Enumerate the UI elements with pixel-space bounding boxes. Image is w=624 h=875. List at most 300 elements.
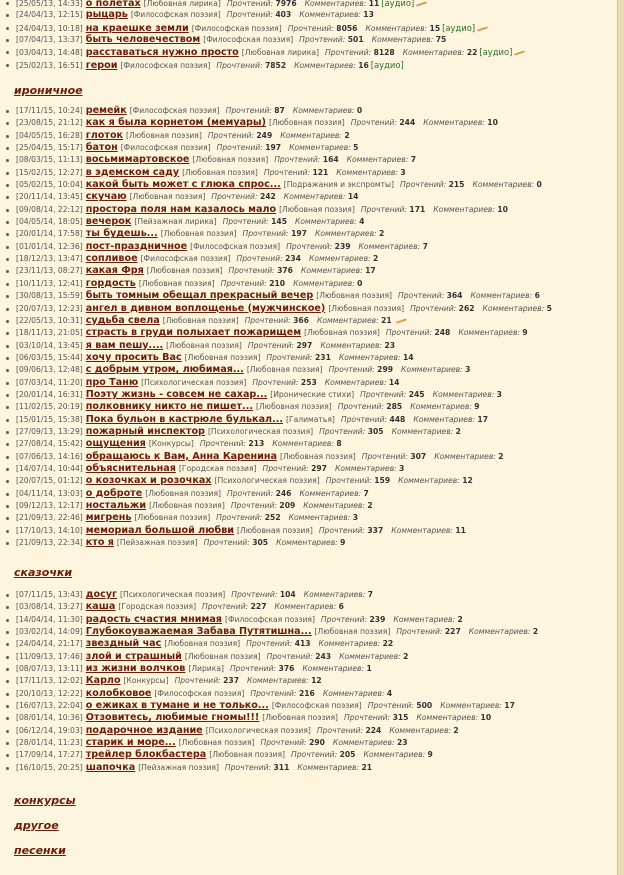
poem-category: [Любовная поэзия] bbox=[237, 525, 313, 535]
poem-item bbox=[16, 737, 540, 749]
quill-icon bbox=[477, 26, 488, 31]
poem-date: [04/11/14, 13:03] bbox=[16, 488, 83, 498]
comments-count: 1 bbox=[366, 664, 372, 674]
comments-count: 10 bbox=[480, 713, 492, 723]
audio-link[interactable]: [аудио] bbox=[381, 0, 415, 8]
reads-label: Прочтений: bbox=[216, 60, 263, 70]
poem-item bbox=[16, 675, 540, 687]
poem-category: [Любовная поэзия] bbox=[279, 204, 355, 214]
comments-count: 9 bbox=[522, 328, 528, 338]
reads-count: 337 bbox=[367, 525, 384, 535]
comments-label: Комментариев: bbox=[322, 688, 385, 698]
reads-count: 253 bbox=[300, 377, 317, 387]
reads-label: Прочтений: bbox=[398, 291, 445, 301]
poem-title-link[interactable]: быть человечеством bbox=[85, 34, 201, 46]
poem-item bbox=[16, 389, 554, 401]
comments-label: Комментариев: bbox=[389, 725, 451, 735]
section-contests-link[interactable]: конкурсы bbox=[14, 794, 76, 807]
comments-count: 9 bbox=[340, 538, 346, 548]
poem-title-link[interactable]: вечерок bbox=[85, 216, 132, 228]
poem-category: [Любовная поэзия] bbox=[129, 192, 206, 202]
poem-title-link[interactable]: ты будешь... bbox=[85, 228, 158, 240]
comments-label: Комментариев: bbox=[402, 48, 465, 58]
poem-title-link[interactable]: злой и страшный bbox=[85, 650, 182, 662]
poem-category: [Любовная поэзия] bbox=[164, 639, 241, 649]
poem-title-link[interactable]: ностальжи bbox=[85, 500, 147, 511]
poem-title-link[interactable]: кто я bbox=[85, 537, 114, 549]
comments-count: 6 bbox=[338, 602, 344, 612]
poem-category: [Галиматья] bbox=[286, 414, 335, 424]
poem-title-link[interactable]: подарочное издание bbox=[85, 724, 203, 736]
poem-title-link[interactable]: я вам пешу.... bbox=[85, 339, 164, 351]
poem-title-link[interactable]: с добрым утром, любимая... bbox=[85, 364, 244, 376]
poem-date: [01/01/14, 12:36] bbox=[16, 241, 83, 251]
poem-item bbox=[16, 451, 554, 463]
reads-label: Прочтений: bbox=[211, 192, 258, 202]
quill-icon bbox=[514, 51, 525, 56]
poem-title-link[interactable]: какой быть может с глюка спрос... bbox=[85, 179, 281, 191]
poem-item bbox=[16, 426, 554, 438]
poem-item bbox=[16, 154, 554, 166]
poem-title-link[interactable]: о козочках и розочках bbox=[85, 475, 212, 487]
comments-count: 22 bbox=[466, 48, 478, 58]
comments-count: 2 bbox=[373, 254, 379, 264]
poem-title-link[interactable]: каша bbox=[85, 601, 116, 613]
poem-title-link[interactable]: шапочка bbox=[85, 761, 136, 773]
reads-label: Прочтений: bbox=[262, 463, 309, 473]
poem-item bbox=[16, 488, 554, 500]
poem-title-link[interactable]: батон bbox=[85, 142, 118, 154]
reads-label: Прочтений: bbox=[227, 488, 274, 498]
poem-list-top bbox=[0, 0, 525, 71]
poem-category: [Любовная поэзия] bbox=[160, 229, 237, 239]
poem-date: [03/02/14, 14:09] bbox=[16, 627, 83, 637]
comments-count: 3 bbox=[352, 513, 358, 523]
poem-category: [Любовная поэзия] bbox=[279, 451, 356, 461]
poem-date: [14/07/14, 10:44] bbox=[16, 463, 83, 473]
poem-date: [09/12/13, 12:17] bbox=[16, 501, 83, 510]
poem-list-fairy bbox=[0, 589, 540, 774]
comments-label: Комментариев: bbox=[410, 402, 472, 412]
comments-count: 12 bbox=[311, 676, 322, 686]
poem-item bbox=[16, 749, 540, 761]
poem-list-ironic bbox=[0, 105, 554, 549]
poem-category: [Философская поэзия] bbox=[140, 254, 231, 264]
comments-count: 7 bbox=[422, 241, 428, 251]
poem-category: [Любовная поэзия] bbox=[146, 266, 223, 276]
poem-title-link[interactable]: полковнику никто не пишет... bbox=[85, 401, 253, 413]
reads-count: 210 bbox=[269, 278, 286, 288]
reads-label: Прочтений: bbox=[222, 217, 269, 227]
comments-label: Комментариев: bbox=[363, 750, 426, 760]
reads-count: 7852 bbox=[264, 60, 287, 70]
poem-date: [24/04/13, 10:18] bbox=[16, 23, 83, 33]
poem-date: [21/09/13, 22:34] bbox=[16, 538, 83, 548]
poem-title-link[interactable]: Поэту жизнь - совсем не сахар... bbox=[85, 388, 268, 400]
poem-category: [Любовная поэзия] bbox=[126, 130, 202, 140]
reads-count: 164 bbox=[322, 155, 339, 165]
poem-date: [20/07/15, 01:12] bbox=[16, 476, 83, 486]
poem-item bbox=[16, 525, 554, 537]
poem-category: [Любовная поэзия] bbox=[316, 291, 393, 301]
comments-label: Комментариев: bbox=[317, 315, 379, 325]
poem-category: [Любовная поэзия] bbox=[256, 402, 332, 412]
audio-link[interactable]: [аудио] bbox=[442, 22, 476, 33]
poem-title-link[interactable]: герои bbox=[85, 59, 118, 71]
reads-count: 213 bbox=[248, 439, 265, 449]
poem-title-link[interactable]: о полетах bbox=[85, 0, 141, 9]
comments-label: Комментариев: bbox=[365, 23, 428, 33]
poem-title-link[interactable]: трейлер блокбастера bbox=[85, 749, 207, 761]
comments-count: 22 bbox=[382, 639, 394, 649]
reads-count: 249 bbox=[256, 130, 273, 140]
poem-title-link[interactable]: Карло bbox=[85, 675, 121, 687]
poem-date: [07/03/14, 11:20] bbox=[16, 377, 83, 387]
comments-count: 17 bbox=[504, 701, 515, 711]
poem-item bbox=[16, 463, 554, 475]
poem-date: [04/05/15, 16:28] bbox=[16, 130, 83, 140]
section-songs-link[interactable]: песенки bbox=[14, 844, 66, 857]
poem-category: [Философская поэзия] bbox=[190, 241, 281, 251]
poem-date: [25/05/13, 14:33] bbox=[16, 0, 83, 8]
poem-category: [Лирика] bbox=[188, 664, 224, 674]
poem-title-link[interactable]: гордость bbox=[85, 277, 136, 289]
poem-title-link[interactable]: сопливое bbox=[85, 253, 138, 265]
reads-label: Прочтений: bbox=[361, 451, 408, 461]
quill-icon bbox=[396, 318, 407, 323]
comments-label: Комментариев: bbox=[458, 328, 520, 338]
comments-label: Комментариев: bbox=[288, 513, 351, 523]
comments-count: 2 bbox=[379, 229, 385, 239]
reads-count: 242 bbox=[259, 192, 276, 202]
poem-title-link[interactable]: ощущения bbox=[85, 438, 146, 450]
reads-count: 7976 bbox=[275, 0, 297, 8]
poem-item bbox=[16, 512, 554, 524]
reads-count: 307 bbox=[410, 451, 427, 461]
reads-label: Прочтений: bbox=[316, 725, 364, 735]
poem-date: [18/11/13, 21:05] bbox=[16, 328, 83, 338]
poem-title-link[interactable]: на краешке земли bbox=[85, 22, 189, 34]
poem-category: [Городская поэзия] bbox=[178, 463, 257, 473]
comments-count: 13 bbox=[363, 10, 374, 20]
poem-date: [20/10/13, 12:22] bbox=[16, 688, 83, 698]
comments-label: Комментариев: bbox=[482, 303, 545, 313]
reads-label: Прочтений: bbox=[226, 10, 273, 20]
reads-count: 376 bbox=[278, 664, 295, 674]
poem-category: [Пейзажная поэзия] bbox=[138, 762, 219, 772]
reads-label: Прочтений: bbox=[260, 738, 307, 748]
poem-category: [Психологическая поэзия] bbox=[207, 426, 314, 436]
poem-item bbox=[16, 414, 554, 426]
poem-category: [Любовная поэзия] bbox=[149, 501, 225, 510]
reads-count: 311 bbox=[273, 762, 290, 772]
poem-category: [Философская поэзия] bbox=[191, 23, 282, 33]
comments-count: 2 bbox=[344, 130, 350, 140]
reads-count: 364 bbox=[446, 291, 463, 301]
poem-date: [18/12/13, 13:47] bbox=[16, 254, 83, 264]
scrollbar[interactable] bbox=[617, 0, 624, 875]
poem-title-link[interactable]: Отзовитесь, любимые гномы!!! bbox=[85, 712, 260, 724]
comments-label: Комментариев: bbox=[320, 340, 383, 350]
poem-date: [20/01/14, 17:58] bbox=[16, 229, 83, 239]
poem-item bbox=[16, 228, 554, 240]
poem-title-link[interactable]: мемориал большой любви bbox=[85, 524, 235, 536]
poem-date: [05/02/15, 10:04] bbox=[16, 180, 83, 190]
reads-label: Прочтений: bbox=[242, 229, 289, 239]
reads-label: Прочтений: bbox=[229, 664, 277, 674]
reads-count: 262 bbox=[458, 303, 475, 313]
poem-item bbox=[16, 712, 540, 724]
poem-item bbox=[16, 241, 554, 253]
comments-label: Комментариев: bbox=[318, 639, 381, 649]
poem-item bbox=[16, 46, 525, 58]
poem-item bbox=[16, 265, 554, 277]
poem-item bbox=[16, 475, 554, 487]
audio-link[interactable]: [аудио] bbox=[479, 47, 513, 58]
comments-label: Комментариев: bbox=[247, 676, 309, 686]
poem-title-link[interactable]: мигрень bbox=[85, 512, 132, 524]
comments-label: Комментариев: bbox=[280, 130, 342, 140]
poem-date: [10/11/13, 12:41] bbox=[16, 278, 83, 288]
poem-title-link[interactable]: в эдемском саду bbox=[85, 166, 180, 178]
reads-count: 121 bbox=[312, 167, 329, 177]
reads-label: Прочтений: bbox=[228, 266, 275, 276]
comments-count: 3 bbox=[496, 389, 502, 399]
poem-item bbox=[16, 614, 540, 626]
poem-date: [17/10/13, 14:10] bbox=[16, 525, 83, 535]
poem-category: [Любовная поэзия] bbox=[304, 328, 380, 338]
poem-item bbox=[16, 438, 554, 450]
poem-category: [Любовная поэзия] bbox=[145, 488, 222, 498]
reads-label: Прочтений: bbox=[224, 762, 272, 772]
comments-count: 3 bbox=[400, 167, 406, 177]
comments-count: 2 bbox=[498, 451, 504, 461]
poem-category: [Психологическая поэзия] bbox=[141, 377, 247, 387]
poem-category: [Любовная поэзия] bbox=[184, 651, 261, 661]
poem-title-link[interactable]: Глубокоуважаемая Забава Путятишна... bbox=[85, 626, 312, 638]
reads-label: Прочтений: bbox=[337, 402, 384, 412]
poem-item bbox=[16, 500, 554, 512]
reads-count: 239 bbox=[369, 614, 386, 624]
poem-item bbox=[16, 105, 554, 117]
reads-label: Прочтений: bbox=[231, 590, 278, 599]
reads-count: 413 bbox=[294, 639, 311, 649]
comments-label: Комментариев: bbox=[423, 118, 485, 128]
comments-count: 5 bbox=[546, 303, 552, 313]
poem-title-link[interactable]: рыцарь bbox=[85, 9, 128, 21]
poem-title-link[interactable]: объяснительная bbox=[85, 462, 176, 474]
poem-date: [04/05/14, 18:05] bbox=[16, 217, 83, 227]
poem-date: [20/01/14, 16:31] bbox=[16, 389, 83, 399]
reads-label: Прочтений: bbox=[299, 35, 346, 45]
poem-title-link[interactable]: старик и море... bbox=[85, 737, 176, 749]
poem-title-link[interactable]: хочу просить Вас bbox=[85, 351, 182, 363]
poem-category: [Любовная поэзия] bbox=[134, 513, 211, 523]
reads-label: Прочтений: bbox=[252, 377, 299, 387]
poem-category: [Философская поэзия] bbox=[120, 143, 211, 153]
poem-title-link[interactable]: быть томным обещал прекрасный вечер bbox=[85, 290, 314, 302]
poem-item bbox=[16, 352, 554, 364]
comments-label: Комментариев: bbox=[303, 590, 366, 599]
poem-title-link[interactable]: как я была корнетом (мемуары) bbox=[85, 117, 266, 129]
poem-date: [22/05/13, 10:31] bbox=[16, 315, 83, 325]
comments-label: Комментариев: bbox=[295, 217, 357, 227]
comments-label: Комментариев: bbox=[339, 651, 401, 661]
poem-title-link[interactable]: какая Фря bbox=[85, 265, 144, 277]
reads-label: Прочтений: bbox=[203, 538, 250, 548]
poem-date: [24/04/13, 12:15] bbox=[16, 10, 83, 20]
comments-count: 2 bbox=[532, 627, 539, 637]
comments-label: Комментариев: bbox=[272, 439, 334, 449]
poem-category: [Философская поэзия] bbox=[203, 35, 294, 45]
comments-label: Комментариев: bbox=[274, 602, 337, 612]
comments-label: Комментариев: bbox=[338, 352, 401, 362]
poem-item bbox=[16, 340, 554, 352]
poem-title-link[interactable]: про Таню bbox=[85, 376, 139, 388]
reads-label: Прочтений: bbox=[367, 701, 414, 711]
poem-title-link[interactable]: обращаюсь к Вам, Анна Каренина bbox=[85, 450, 277, 462]
comments-label: Комментариев: bbox=[314, 229, 377, 239]
poem-title-link[interactable]: пожарный инспектор bbox=[85, 425, 205, 437]
poem-title-link[interactable]: пост-праздничное bbox=[85, 240, 188, 252]
comments-count: 17 bbox=[365, 266, 376, 276]
poem-date: [06/03/15, 15:44] bbox=[16, 352, 83, 362]
poem-category: [Философская поэзия] bbox=[129, 106, 220, 115]
comments-count: 2 bbox=[453, 725, 459, 735]
poem-title-link[interactable]: досуг bbox=[85, 589, 118, 600]
poem-title-link[interactable]: восьмимартовское bbox=[85, 154, 190, 166]
poem-item bbox=[16, 589, 540, 601]
poem-title-link[interactable]: простора поля нам казалось мало bbox=[85, 203, 277, 215]
comments-count: 4 bbox=[386, 688, 393, 698]
comments-count: 7 bbox=[410, 155, 417, 165]
comments-count: 5 bbox=[353, 143, 359, 153]
poem-title-link[interactable]: скучаю bbox=[85, 191, 127, 203]
poem-category: [Философская поэзия] bbox=[154, 688, 245, 698]
comments-label: Комментариев: bbox=[303, 501, 365, 510]
poem-date: [30/08/13, 15:59] bbox=[16, 291, 83, 301]
poem-title-link[interactable]: расставаться нужно просто bbox=[85, 47, 239, 59]
reads-count: 231 bbox=[315, 352, 331, 362]
poem-title-link[interactable]: из жизни волчков bbox=[85, 663, 186, 675]
reads-count: 290 bbox=[309, 738, 325, 748]
poem-item bbox=[16, 253, 554, 265]
poem-item bbox=[16, 216, 554, 228]
reads-count: 8056 bbox=[336, 23, 358, 33]
reads-count: 205 bbox=[339, 750, 356, 760]
reads-label: Прочтений: bbox=[199, 439, 246, 449]
poem-date: [23/11/13, 08:27] bbox=[16, 266, 83, 276]
poem-category: [Любовная поэзия] bbox=[328, 303, 405, 313]
poem-title-link[interactable]: о доброте bbox=[85, 487, 143, 499]
poem-item bbox=[16, 651, 540, 663]
poem-title-link[interactable]: звездный час bbox=[85, 638, 162, 650]
poem-title-link[interactable]: глоток bbox=[85, 129, 124, 141]
reads-label: Прочтений: bbox=[225, 106, 272, 115]
poem-title-link[interactable]: ремейк bbox=[85, 105, 127, 116]
reads-count: 87 bbox=[274, 106, 285, 115]
poem-title-link[interactable]: радость счастия мнимая bbox=[85, 613, 222, 625]
reads-count: 315 bbox=[392, 713, 409, 723]
poem-title-link[interactable]: Пока бульон в кастрюле булькал... bbox=[85, 413, 284, 425]
comments-count: 15 bbox=[429, 23, 441, 33]
poem-date: [07/06/13, 14:16] bbox=[16, 451, 83, 461]
reads-label: Прочтений: bbox=[247, 340, 295, 350]
reads-count: 243 bbox=[315, 651, 332, 661]
comments-count: 3 bbox=[465, 365, 471, 375]
poem-date: [08/07/13, 13:11] bbox=[16, 664, 83, 674]
reads-label: Прочтений: bbox=[328, 365, 375, 375]
reads-count: 244 bbox=[399, 118, 416, 128]
poem-title-link[interactable]: страсть в груди полыхает пожарищем bbox=[85, 327, 302, 339]
poem-category: [Философская поэзия] bbox=[130, 10, 221, 20]
section-fairy-link[interactable]: сказочки bbox=[14, 566, 73, 579]
poem-title-link[interactable]: ангел в дивном воплощенье (мужчинское) bbox=[85, 302, 326, 314]
poem-date: [25/04/15, 15:17] bbox=[16, 143, 83, 153]
poem-date: [16/07/13, 22:04] bbox=[16, 701, 83, 711]
poem-title-link[interactable]: о ежиках в тумане и не только... bbox=[85, 700, 269, 712]
poem-date: [20/11/14, 13:45] bbox=[16, 192, 83, 202]
comments-label: Комментариев: bbox=[299, 488, 362, 498]
reads-count: 171 bbox=[409, 204, 426, 214]
poem-item bbox=[16, 9, 525, 21]
reads-count: 245 bbox=[408, 389, 425, 399]
poem-date: [14/04/14, 11:30] bbox=[16, 614, 83, 624]
section-ironic-link[interactable]: ироничное bbox=[14, 84, 83, 97]
poem-date: [28/01/14, 11:23] bbox=[16, 738, 83, 748]
comments-label: Комментариев: bbox=[371, 35, 434, 45]
reads-count: 500 bbox=[416, 701, 433, 711]
poem-title-link[interactable]: колобковое bbox=[85, 687, 152, 699]
poem-item bbox=[16, 700, 540, 712]
reads-label: Прочтений: bbox=[410, 303, 457, 313]
poem-item bbox=[16, 290, 554, 302]
comments-label: Комментариев: bbox=[398, 476, 460, 486]
reads-label: Прочтений: bbox=[340, 414, 388, 424]
reads-label: Прочтений: bbox=[344, 713, 391, 723]
reads-count: 248 bbox=[434, 328, 451, 338]
poem-item bbox=[16, 303, 554, 315]
poem-category: [Философская поэзия] bbox=[224, 614, 315, 624]
poem-category: [Любовная поэзия] bbox=[184, 352, 261, 362]
reads-label: Прочтений: bbox=[350, 118, 397, 128]
comments-label: Комментариев: bbox=[358, 241, 421, 251]
comments-label: Комментариев: bbox=[416, 713, 479, 723]
comments-label: Комментариев: bbox=[308, 254, 371, 264]
reads-count: 239 bbox=[334, 241, 351, 251]
reads-count: 145 bbox=[271, 217, 287, 227]
poem-category: [Любовная поэзия] bbox=[314, 627, 391, 637]
poem-title-link[interactable]: судьба свела bbox=[85, 314, 160, 326]
comments-label: Комментариев: bbox=[332, 738, 395, 748]
poem-category: [Психологическая поэзия] bbox=[214, 476, 320, 486]
poem-date: [15/01/15, 15:38] bbox=[16, 414, 83, 424]
reads-count: 246 bbox=[275, 488, 292, 498]
comments-label: Комментариев: bbox=[468, 627, 531, 637]
section-other-link[interactable]: другое bbox=[14, 819, 59, 832]
reads-label: Прочтений: bbox=[226, 0, 274, 8]
comments-count: 2 bbox=[367, 501, 373, 510]
poem-date: [17/11/13, 12:02] bbox=[16, 676, 83, 686]
poem-item bbox=[16, 278, 554, 290]
comments-label: Комментариев: bbox=[293, 278, 355, 288]
audio-link[interactable]: [аудио] bbox=[370, 59, 404, 70]
poem-category: [Любовная поэзия] bbox=[138, 278, 215, 288]
poem-date: [06/12/14, 19:03] bbox=[16, 725, 83, 735]
reads-label: Прочтений: bbox=[360, 204, 407, 214]
reads-label: Прочтений: bbox=[274, 155, 321, 165]
reads-label: Прочтений: bbox=[320, 614, 368, 624]
